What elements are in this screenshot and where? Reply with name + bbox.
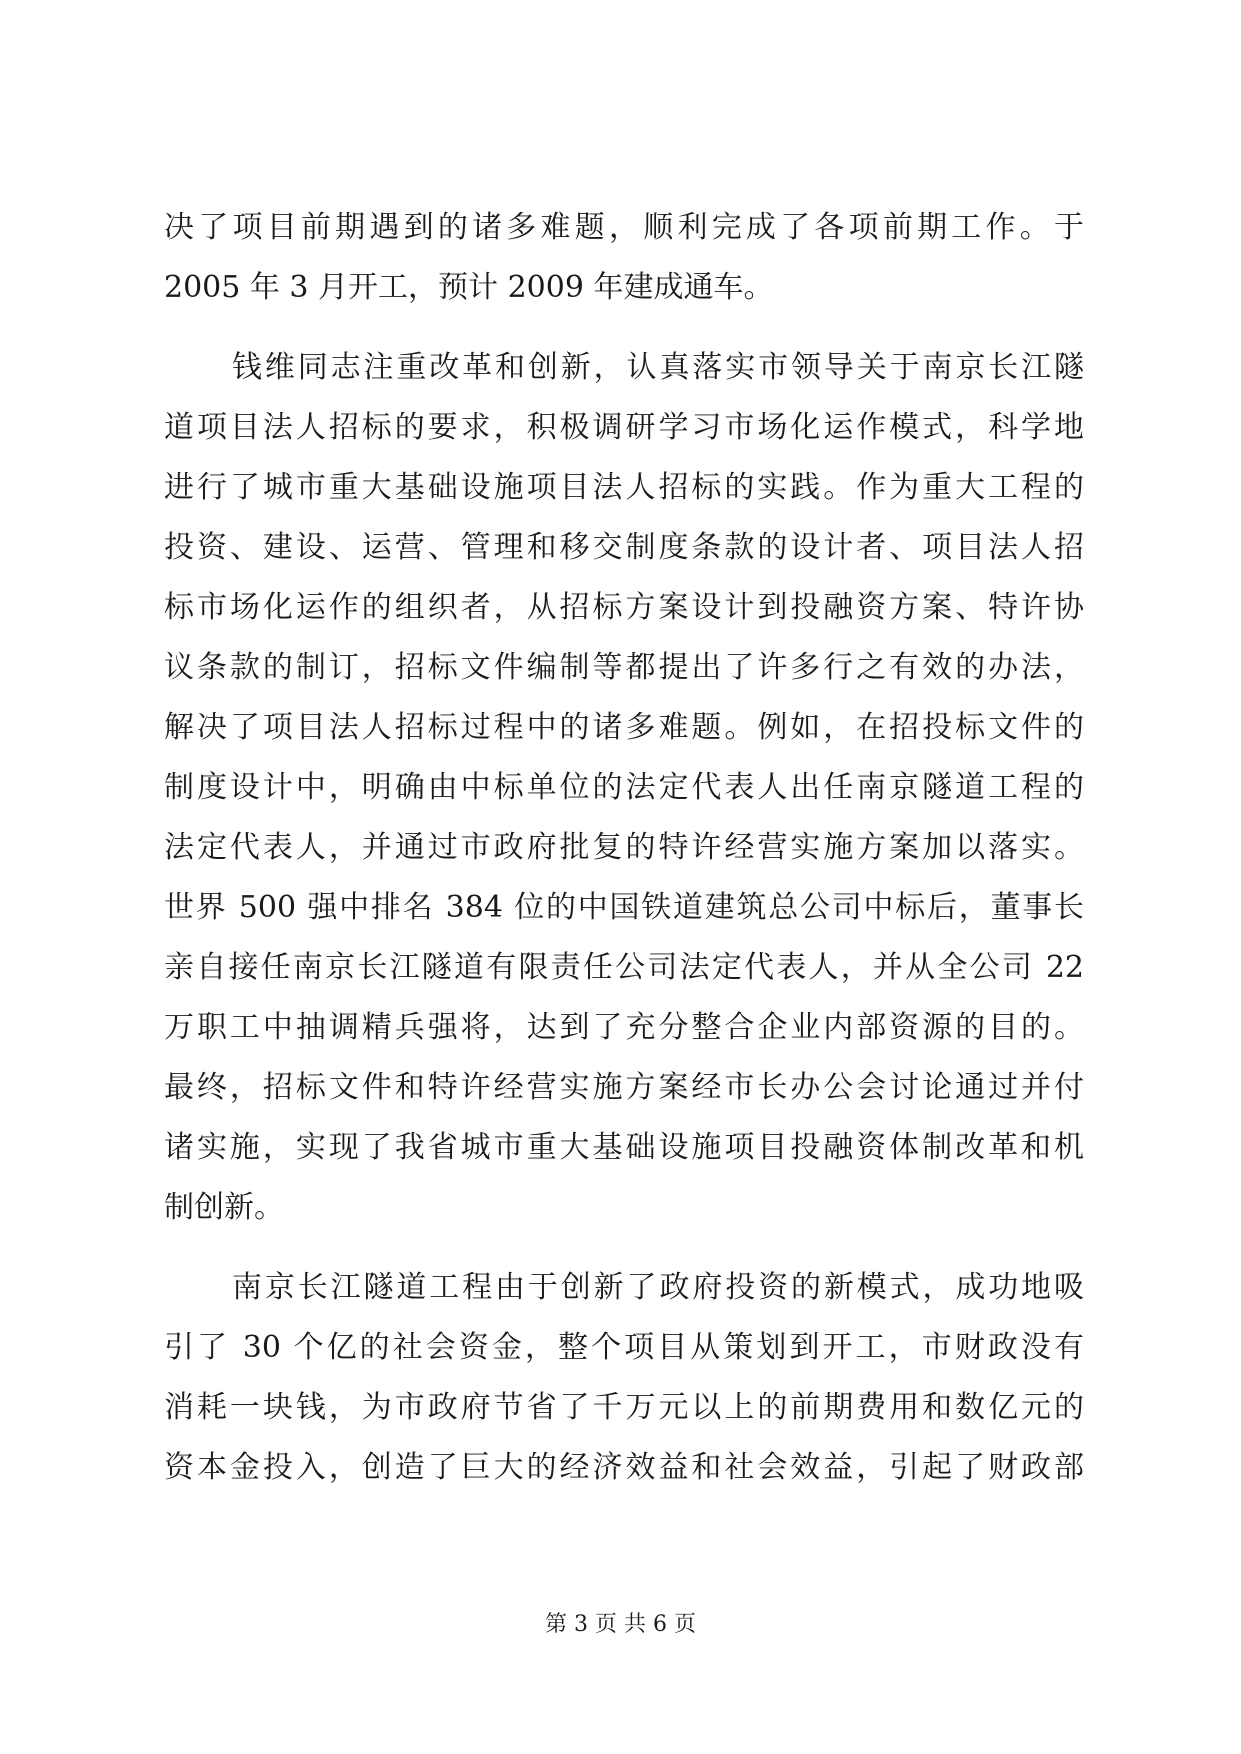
paragraph-line: 标市场化运作的组织者，从招标方案设计到投融资方案、特许协 <box>164 590 1084 625</box>
paragraph-line: 最终，招标文件和特许经营实施方案经市长办公会讨论通过并付 <box>164 1070 1084 1105</box>
paragraph-line: 制度设计中，明确由中标单位的法定代表人出任南京隧道工程的 <box>164 770 1084 805</box>
paragraph-line: 道项目法人招标的要求，积极调研学习市场化运作模式，科学地 <box>164 410 1084 445</box>
paragraph-line: 投资、建设、运营、管理和移交制度条款的设计者、项目法人招 <box>164 530 1084 565</box>
paragraph-line: 决了项目前期遇到的诸多难题，顺利完成了各项前期工作。于 <box>164 210 1084 245</box>
paragraph-line: 诸实施，实现了我省城市重大基础设施项目投融资体制改革和机 <box>164 1130 1084 1165</box>
paragraph-line: 进行了城市重大基础设施项目法人招标的实践。作为重大工程的 <box>164 470 1084 505</box>
paragraph-line: 世界 500 强中排名 384 位的中国铁道建筑总公司中标后，董事长 <box>164 890 1084 925</box>
paragraph-line: 引了 30 个亿的社会资金，整个项目从策划到开工，市财政没有 <box>164 1330 1084 1365</box>
paragraph-line: 资本金投入，创造了巨大的经济效益和社会效益，引起了财政部 <box>164 1450 1084 1485</box>
paragraph-line: 万职工中抽调精兵强将，达到了充分整合企业内部资源的目的。 <box>164 1010 1084 1045</box>
page-number-footer: 第 3 页 共 6 页 <box>545 1612 696 1637</box>
paragraph-line: 议条款的制订，招标文件编制等都提出了许多行之有效的办法， <box>164 650 1084 685</box>
paragraph-line: 消耗一块钱，为市政府节省了千万元以上的前期费用和数亿元的 <box>164 1390 1084 1425</box>
paragraph-line: 制创新。 <box>164 1190 284 1225</box>
paragraph-line: 2005 年 3 月开工，预计 2009 年建成通车。 <box>164 270 774 305</box>
paragraph-line: 法定代表人，并通过市政府批复的特许经营实施方案加以落实。 <box>164 830 1084 865</box>
paragraph-line: 南京长江隧道工程由于创新了政府投资的新模式，成功地吸 <box>232 1270 1084 1305</box>
paragraph-line: 钱维同志注重改革和创新，认真落实市领导关于南京长江隧 <box>232 350 1084 385</box>
paragraph-line: 解决了项目法人招标过程中的诸多难题。例如，在招投标文件的 <box>164 710 1084 745</box>
paragraph-line: 亲自接任南京长江隧道有限责任公司法定代表人，并从全公司 22 <box>164 950 1084 985</box>
